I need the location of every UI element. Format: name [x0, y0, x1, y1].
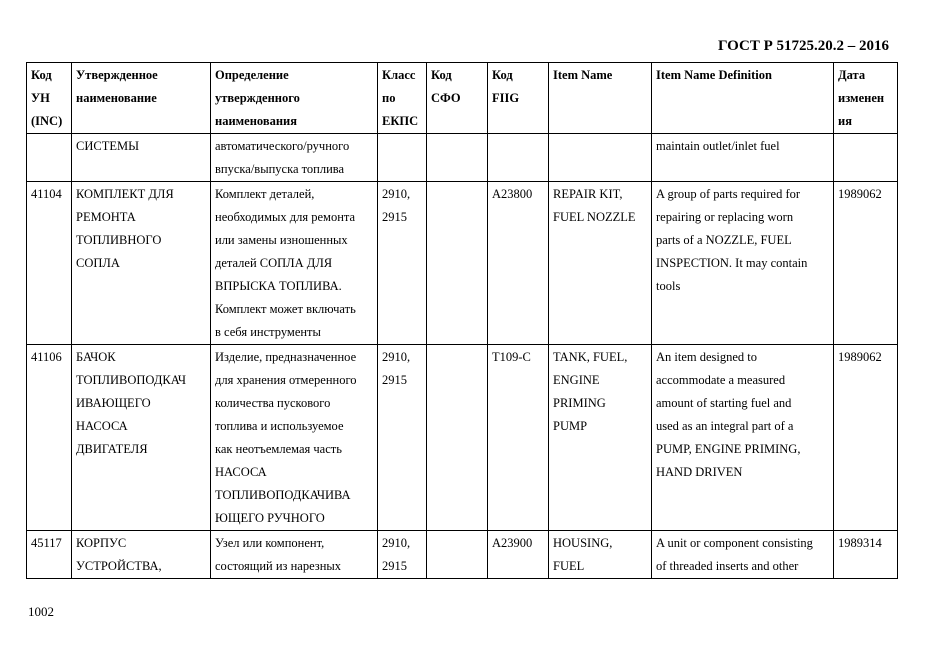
cell-sfo	[427, 182, 488, 345]
classification-table	[26, 62, 898, 579]
cell-class	[378, 134, 427, 182]
table-row	[27, 182, 898, 345]
cell-item-definition: A group of parts required for repairing or replacing worn parts of a NOZZLE, FUEL INSPECTION. It may contain tools	[652, 182, 834, 345]
cell-class: 2910, 2915	[378, 182, 427, 345]
cell-approved-name: БАЧОК ТОПЛИВОПОДКАЧ ИВАЮЩЕГО НАСОСА ДВИГАТЕЛЯ	[72, 345, 211, 531]
col-header-item-name: Item Name	[549, 63, 652, 134]
cell-fiig	[488, 134, 549, 182]
col-header-date: Дата изменен ия	[834, 63, 898, 134]
col-header-fiig: Код FIIG	[488, 63, 549, 134]
cell-item-definition: An item designed to accommodate a measured amount of starting fuel and used as an integral part of a PUMP, ENGINE PRIMING, HAND DRIVEN	[652, 345, 834, 531]
cell-fiig: T109-C	[488, 345, 549, 531]
cell-inc: 41104	[27, 182, 72, 345]
col-header-sfo: Код СФО	[427, 63, 488, 134]
cell-approved-name: КОРПУС УСТРОЙСТВА,	[72, 531, 211, 579]
cell-date: 1989062	[834, 182, 898, 345]
cell-inc: 45117	[27, 531, 72, 579]
table-row	[27, 531, 898, 579]
cell-item-name: REPAIR KIT, FUEL NOZZLE	[549, 182, 652, 345]
cell-approved-name: КОМПЛЕКТ ДЛЯ РЕМОНТА ТОПЛИВНОГО СОПЛА	[72, 182, 211, 345]
cell-sfo	[427, 531, 488, 579]
cell-item-name: HOUSING, FUEL	[549, 531, 652, 579]
cell-item-definition: maintain outlet/inlet fuel	[652, 134, 834, 182]
cell-definition: Комплект деталей, необходимых для ремонта или замены изношенных деталей СОПЛА ДЛЯ ВПРЫСКА ТОПЛИВА. Комплект может включать в себя инструменты	[211, 182, 378, 345]
cell-date	[834, 134, 898, 182]
cell-item-name	[549, 134, 652, 182]
cell-date: 1989062	[834, 345, 898, 531]
col-header-item-definition: Item Name Definition	[652, 63, 834, 134]
cell-inc: 41106	[27, 345, 72, 531]
col-header-approved-name: Утвержденное наименование	[72, 63, 211, 134]
col-header-definition: Определение утвержденного наименования	[211, 63, 378, 134]
col-header-class: Класс по ЕКПС	[378, 63, 427, 134]
cell-item-name: TANK, FUEL, ENGINE PRIMING PUMP	[549, 345, 652, 531]
cell-definition: Узел или компонент, состоящий из нарезных	[211, 531, 378, 579]
table-row	[27, 345, 898, 531]
page-number: 1002	[28, 604, 54, 619]
cell-fiig: A23800	[488, 182, 549, 345]
cell-sfo	[427, 134, 488, 182]
cell-definition: автоматического/ручного впуска/выпуска топлива	[211, 134, 378, 182]
cell-item-definition: A unit or component consisting of threaded inserts and other	[652, 531, 834, 579]
standard-title: ГОСТ Р 51725.20.2 – 2016	[717, 38, 889, 54]
cell-fiig: A23900	[488, 531, 549, 579]
cell-date: 1989314	[834, 531, 898, 579]
cell-sfo	[427, 345, 488, 531]
cell-inc	[27, 134, 72, 182]
table-row	[27, 134, 898, 182]
cell-definition: Изделие, предназначенное для хранения отмеренного количества пускового топлива и используемое как неотъемлемая часть НАСОСА ТОПЛИВОПОДКАЧИВА ЮЩЕГО РУЧНОГО	[211, 345, 378, 531]
cell-class: 2910, 2915	[378, 531, 427, 579]
cell-class: 2910, 2915	[378, 345, 427, 531]
table-header-row	[27, 63, 898, 134]
cell-approved-name: СИСТЕМЫ	[72, 134, 211, 182]
col-header-inc: Код УН (INC)	[27, 63, 72, 134]
